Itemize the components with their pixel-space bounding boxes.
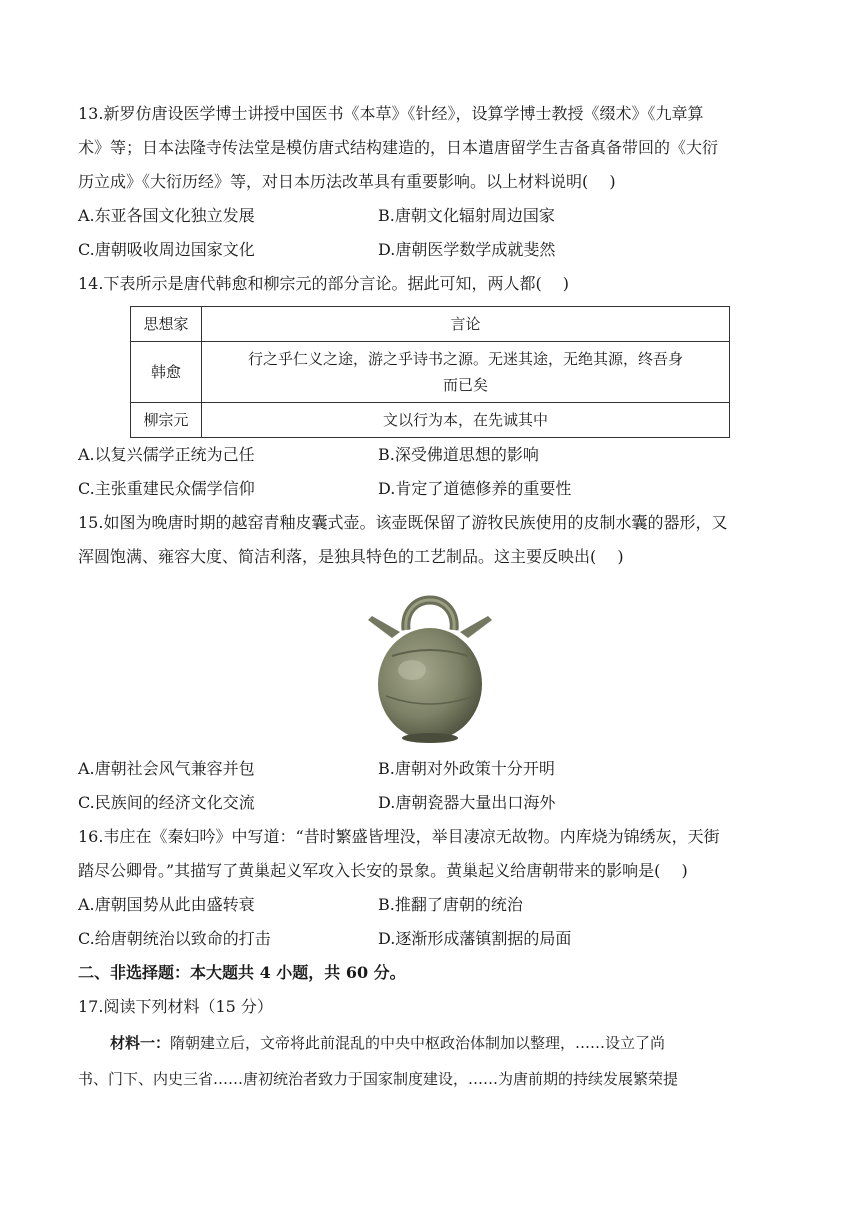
- q13-option-b: B.唐朝文化辐射周边国家: [378, 206, 555, 225]
- q14-option-c: C.主张重建民众儒学信仰: [78, 479, 255, 498]
- q15-line-2: 浑圆饱满、雍容大度、简洁利落，是独具特色的工艺制品。这主要反映出( ): [78, 547, 624, 566]
- q16-option-c: C.给唐朝统治以致命的打击: [78, 929, 271, 948]
- table-header-cell: 思想家: [131, 307, 202, 342]
- q13-option-d: D.唐朝医学数学成就斐然: [378, 240, 556, 259]
- q13-line-3: 历立成》《大衍历经》等，对日本历法改革具有重要影响。以上材料说明( ): [78, 172, 616, 191]
- table-header-cell: 言论: [202, 307, 730, 342]
- q14-option-d: D.肯定了道德修养的重要性: [378, 479, 572, 498]
- q13-line-2: 术》等；日本法隆寺传法堂是模仿唐式结构建造的，日本遣唐留学生吉备真备带回的《大衍: [78, 138, 719, 157]
- q15-line-1: 15.如图为晚唐时期的越窑青釉皮囊式壶。该壶既保留了游牧民族使用的皮制水囊的器形，又: [78, 513, 728, 532]
- q15-option-c: C.民族间的经济文化交流: [78, 793, 255, 812]
- table-row: [131, 342, 730, 403]
- celadon-pot-image: [362, 586, 498, 746]
- q16-line-2: 踏尽公卿骨。”其描写了黄巢起义军攻入长安的景象。黄巢起义给唐朝带来的影响是( ): [78, 861, 688, 880]
- q13-line-1: 13.新罗仿唐设医学博士讲授中国医书《本草》《针经》，设算学博士教授《缀术》《九章算: [78, 104, 704, 123]
- table-cell: 文以行为本，在先诚其中: [202, 403, 730, 438]
- table-cell: [202, 342, 730, 403]
- q14-quote-table: [130, 306, 730, 438]
- table-cell: 柳宗元: [131, 403, 202, 438]
- q15-option-a: A.唐朝社会风气兼容并包: [78, 759, 255, 778]
- q13-option-a: A.东亚各国文化独立发展: [78, 206, 255, 225]
- q16-option-b: B.推翻了唐朝的统治: [378, 895, 523, 914]
- table-row: [131, 307, 730, 342]
- q16-option-d: D.逐渐形成藩镇割据的局面: [378, 929, 572, 948]
- q16-option-a: A.唐朝国势从此由盛转衰: [78, 895, 255, 914]
- q14-stem: 14.下表所示是唐代韩愈和柳宗元的部分言论。据此可知，两人都( ): [78, 274, 570, 293]
- q16-line-1: 16.韦庄在《秦妇吟》中写道：“昔时繁盛皆埋没，举目凄凉无故物。内库烧为锦绣灰，天街: [78, 827, 720, 846]
- q17-stem: 17.阅读下列材料（15 分）: [78, 997, 273, 1016]
- table-row: [131, 403, 730, 438]
- q14-option-a: A.以复兴儒学正统为己任: [78, 445, 255, 464]
- q17-material-line-2: 书、门下、内史三省……唐初统治者致力于国家制度建设，……为唐前期的持续发展繁荣提: [78, 1070, 679, 1088]
- material-label: 材料一：: [110, 1034, 171, 1052]
- q15-option-b: B.唐朝对外政策十分开明: [378, 759, 555, 778]
- section-heading: 二、非选择题：本大题共 4 小题，共 60 分。: [78, 963, 406, 982]
- q15-option-d: D.唐朝瓷器大量出口海外: [378, 793, 556, 812]
- q14-option-b: B.深受佛道思想的影响: [378, 445, 539, 464]
- q13-option-c: C.唐朝吸收周边国家文化: [78, 240, 255, 259]
- quote-line-1: 行之乎仁义之途，游之乎诗书之源。无迷其途，无绝其源，终吾身: [247, 350, 683, 368]
- q17-material-line-1: [110, 1032, 665, 1054]
- material-text: 隋朝建立后，文帝将此前混乱的中央中枢政治体制加以整理，……设立了尚: [170, 1034, 666, 1052]
- table-cell: 韩愈: [131, 342, 202, 403]
- quote-line-2: 而已矣: [442, 376, 488, 394]
